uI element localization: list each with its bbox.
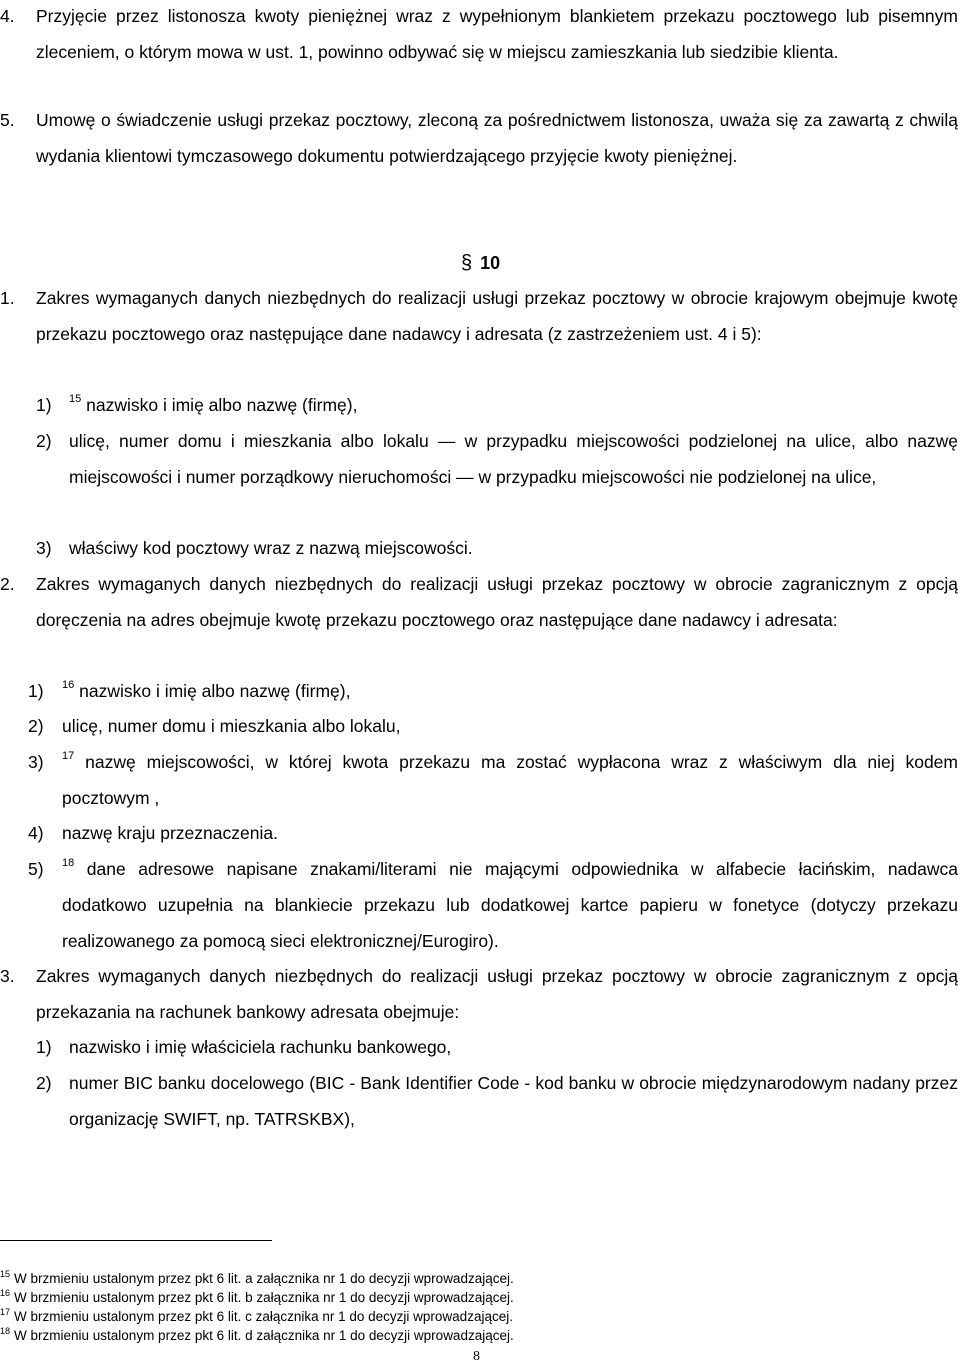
footnote-text: W brzmieniu ustalonym przez pkt 6 lit. c załącznika nr 1 do decyzji wprowadzającej.: [14, 1309, 513, 1324]
list-item: [62, 744, 958, 816]
paragraph-item-4: Przyjęcie przez listonosza kwoty pieniężnej wraz z wypełnionym blankietem przekazu pocztowego lub pisemnym zleceniem, o którym mowa w ust. 1, powinno odbywać się w miejscu zamieszkania lub siedzibie klienta.: [36, 6, 958, 62]
list-item: ulicę, numer domu i mieszkania albo lokalu,: [62, 716, 401, 736]
paragraph-number: 3.: [0, 966, 15, 986]
list-item: [62, 851, 958, 959]
item-number: 5.: [0, 110, 15, 130]
item-number: 4.: [0, 6, 15, 26]
list-item: [69, 387, 958, 423]
footnote-text: W brzmieniu ustalonym przez pkt 6 lit. d załącznika nr 1 do decyzji wprowadzającej.: [14, 1328, 514, 1343]
list-item-number: 4): [28, 823, 44, 843]
section-heading: [461, 248, 500, 278]
footnote-mark: 17: [0, 1307, 11, 1317]
footnote: [0, 1326, 514, 1347]
list-item-text: nazwę miejscowości, w której kwota przekazu ma zostać wypłacona wraz z właściwym dla niej kodem pocztowym ,: [62, 752, 958, 808]
paragraph-item-5: Umowę o świadczenie usługi przekaz pocztowy, zleconą za pośrednictwem listonosza, uważa się za zawartą z chwilą wydania klientowi tymczasowego dokumentu potwierdzającego przyjęcie kwoty pieniężnej.: [36, 110, 958, 166]
footnote: [0, 1269, 514, 1290]
footnote-reference: 15: [69, 393, 82, 405]
footnote-separator: [0, 1240, 272, 1241]
footnote-mark: 18: [0, 1326, 11, 1336]
paragraph-number: 1.: [0, 288, 15, 308]
footnote: [0, 1307, 513, 1328]
paragraph-2: Zakres wymaganych danych niezbędnych do realizacji usługi przekaz pocztowy w obrocie zagranicznym z opcją doręczenia na adres obejmuje kwotę przekazu pocztowego oraz następujące dane nadawcy i adresata:: [36, 574, 958, 630]
list-item-text: nazwisko i imię albo nazwę (firmę),: [86, 395, 358, 415]
paragraph-1: Zakres wymaganych danych niezbędnych do realizacji usługi przekaz pocztowy w obrocie krajowym obejmuje kwotę przekazu pocztowego oraz następujące dane nadawcy i adresata (z zastrzeżeniem ust. 4 i 5):: [36, 288, 958, 344]
section-sign: §: [461, 252, 473, 274]
list-item-number: 5): [28, 859, 44, 879]
footnote-text: W brzmieniu ustalonym przez pkt 6 lit. a załącznika nr 1 do decyzji wprowadzającej.: [14, 1271, 514, 1286]
list-item-number: 1): [36, 1037, 52, 1057]
list-item: [62, 673, 958, 709]
list-item-number: 2): [36, 431, 52, 451]
list-item-number: 1): [28, 681, 44, 701]
page-number: 8: [473, 1349, 480, 1364]
list-item-number: 3): [36, 538, 52, 558]
footnote-mark: 15: [0, 1269, 11, 1279]
list-item: nazwę kraju przeznaczenia.: [62, 823, 278, 843]
list-item-number: 2): [36, 1073, 52, 1093]
list-item: właściwy kod pocztowy wraz z nazwą miejscowości.: [69, 538, 473, 558]
list-item-number: 2): [28, 716, 44, 736]
footnote-reference: 17: [62, 750, 75, 762]
list-item: nazwisko i imię właściciela rachunku bankowego,: [69, 1037, 452, 1057]
paragraph-number: 2.: [0, 574, 15, 594]
paragraph-3: Zakres wymaganych danych niezbędnych do realizacji usługi przekaz pocztowy w obrocie zagranicznym z opcją przekazania na rachunek bankowy adresata obejmuje:: [36, 966, 958, 1022]
footnote-reference: 18: [62, 857, 75, 869]
section-number: 10: [480, 253, 501, 273]
list-item: numer BIC banku docelowego (BIC - Bank Identifier Code - kod banku w obrocie międzynarodowym nadany przez organizację SWIFT, np. TATRSKBX),: [69, 1073, 958, 1129]
list-item: ulicę, numer domu i mieszkania albo lokalu — w przypadku miejscowości podzielonej na ulice, albo nazwę miejscowości i numer porządkowy nieruchomości — w przypadku miejscowości nie podzielonej na ulice,: [69, 431, 958, 487]
list-item-number: 1): [36, 395, 52, 415]
footnote-mark: 16: [0, 1288, 11, 1298]
footnote-text: W brzmieniu ustalonym przez pkt 6 lit. b załącznika nr 1 do decyzji wprowadzającej.: [14, 1290, 514, 1305]
list-item-text: nazwisko i imię albo nazwę (firmę),: [79, 681, 351, 701]
footnote-reference: 16: [62, 679, 75, 691]
footnote: [0, 1288, 514, 1309]
list-item-number: 3): [28, 752, 44, 772]
list-item-text: dane adresowe napisane znakami/literami nie mającymi odpowiednika w alfabecie łacińskim, nadawca dodatkowo uzupełnia na blankiecie przekazu lub dodatkowej kartce papieru w fonetyce (dotyczy przekazu realizowanego za pomocą sieci elektronicznej/Eurogiro).: [62, 859, 958, 951]
